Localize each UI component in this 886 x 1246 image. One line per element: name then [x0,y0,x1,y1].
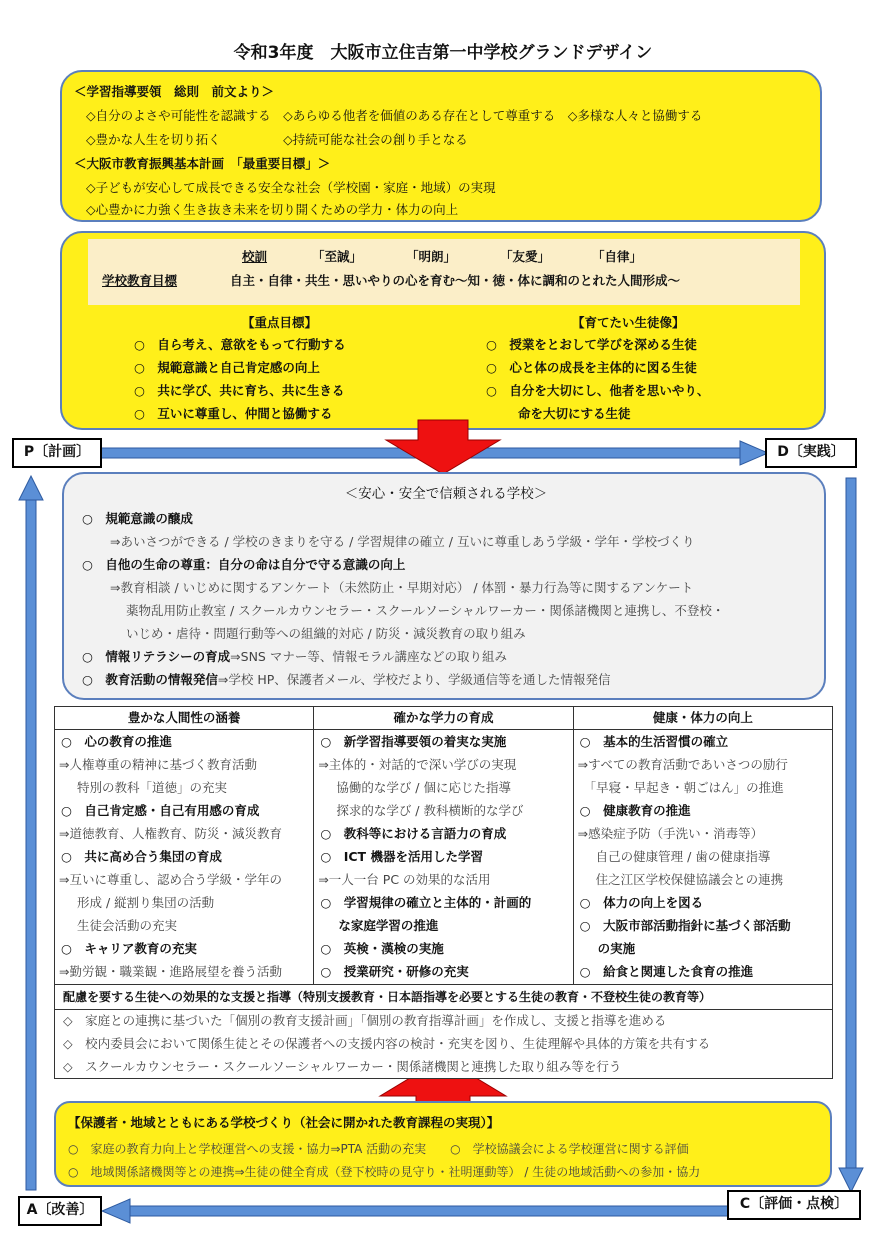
column-item: ○ キャリア教育の充実 [61,941,197,956]
column-item: ⇒互いに尊重し、認め合う学級・学年の [59,872,282,887]
community-item: ○ 家庭の教育力向上と学校運営への支援・協力⇒PTA 活動の充実 ○ 学校協議会による学校運営に関する評価 [68,1142,689,1156]
column-header: 豊かな人間性の涵養 [55,707,314,730]
column-item: ⇒道徳教育、人権教育、防災・減災教育 [59,826,282,841]
page-title: 令和3年度 大阪市立住吉第一中学校グランドデザイン [233,43,653,63]
column-item: ○ 共に高め合う集団の育成 [61,849,222,864]
arrow-d-to-c [839,478,863,1192]
safe-item-detail: 薬物乱用防止教室 / スクールカウンセラー・スクールソーシャルワーカー・関係諸機関と連携し、不登校・ [126,603,725,618]
community-title: 【保護者・地域とともにある学校づくり（社会に開かれた教育課程の実現）】 [68,1115,500,1130]
safe-item-detail: ⇒あいさつができる / 学校のきまりを守る / 学習規律の確立 / 互いに尊重しあう学級・学年・学校づくり [110,534,695,549]
column-item: ○ 大阪市部活動指針に基づく部活動 [579,918,791,933]
safe-item-heading: ○ 教育活動の情報発信 [82,672,218,687]
pdca-d-label: D〔実践〕 [765,438,857,468]
column-item: ○ 体力の向上を図る [579,895,704,910]
column-item: ○ 基本的生活習慣の確立 [579,734,729,749]
pdca-c-label: C〔評価・点検〕 [727,1190,861,1220]
safe-school-box [62,472,826,700]
focus-item: ○ 規範意識と自己肯定感の向上 [134,360,320,375]
arrow-c-to-a [102,1199,728,1223]
arrow-a-to-p [19,476,43,1190]
focus-item: ○ 自ら考え、意欲をもって行動する [134,337,346,352]
plan-heading: ＜大阪市教育振興基本計画 「最重要目標」＞ [74,156,331,171]
column-item: な家庭学習の推進 [338,918,439,933]
focus-title: 【重点目標】 [242,315,318,330]
column-item: ⇒主体的・対話的で深い学びの実現 [318,757,517,772]
safe-item-heading: ○ 規範意識の醸成 [82,511,193,526]
focus-item: ○ 互いに尊重し、仲間と協働する [134,406,333,421]
column-item: ○ 授業研究・研修の充実 [320,964,469,979]
support-item: ◇ 校内委員会において関係生徒とその保護者への支援内容の検討・充実を図り、生徒理解や具体的方策を共有する [63,1036,711,1051]
column-item: ⇒勤労観・職業観・進路展望を養う活動 [59,964,282,979]
support-item: ◇ 家庭との連携に基づいた「個別の教育支援計画」「個別の教育指導計画」を作成し、支援と指導を進める [63,1013,667,1028]
motto-item: 「友愛」 [500,249,551,264]
goal-text: 自主・自律・共生・思いやりの心を育む～知・徳・体に調和のとれた人間形成～ [230,273,681,288]
column-item: ○ 心の教育の推進 [61,734,172,749]
ideal-item: ○ 授業をとおして学びを深める生徒 [486,337,697,352]
column-item: ⇒感染症予防（手洗い・消毒等） [577,826,764,841]
column-item: ○ 学習規律の確立と主体的・計画的 [320,895,532,910]
column-item: 生徒会活動の充実 [77,918,178,933]
pdca-p-label: P〔計画〕 [12,438,102,468]
ideal-item: 命を大切にする生徒 [518,406,631,421]
column-item: ⇒一人一台 PC の効果的な活用 [318,872,491,887]
column-item: 自己の健康管理 / 歯の健康指導 [595,849,771,864]
column-health [574,730,832,1006]
safe-item-detail: ⇒SNS マナー等、情報モラル講座などの取り組み [230,649,507,664]
guideline-line: ◇自分のよさや可能性を認識する ◇あらゆる他者を価値のある存在として尊重する ◇多様な人々と協働する [86,108,703,123]
community-box [54,1101,832,1187]
special-support-box [54,984,833,1079]
column-item: 「早寝・早起き・朝ごはん」の推進 [583,780,784,795]
ideal-item: ○ 心と体の成長を主体的に図る生徒 [486,360,697,375]
column-item: 協働的な学び / 個に応じた指導 [336,780,511,795]
three-pillars-table [54,706,833,1007]
motto-item: 「至誠」 [312,249,363,264]
ideal-title: 【育てたい生徒像】 [572,315,685,330]
safe-item-detail: ⇒学校 HP、保護者メール、学校だより、学級通信等を通した情報発信 [217,672,611,687]
column-academic [314,730,572,1006]
support-divider [55,1009,832,1010]
motto-label: 校訓 [242,249,268,264]
safe-item-heading: ○ 自他の生命の尊重：自分の命は自分で守る意識の向上 [82,557,406,572]
support-title: 配慮を要する生徒への効果的な支援と指導（特別支援教育・日本語指導を必要とする生徒の教育・不登校生徒の教育等） [63,990,712,1004]
motto-item: 「明朗」 [406,249,457,264]
column-item: ○ 新学習指導要領の着実な実施 [320,734,507,749]
safe-item-detail: ⇒教育相談 / いじめに関するアンケート（未然防止・早期対応） / 体罰・暴力行為等に関するアンケート [110,580,694,595]
goal-label: 学校教育目標 [102,273,178,288]
guideline-line: ◇豊かな人生を切り拓く ◇持続可能な社会の創り手となる [86,132,468,147]
safe-item-detail: いじめ・虐待・問題行動等への組織的対応 / 防災・減災教育の取り組み [126,626,526,641]
motto-item: 「自律」 [592,249,643,264]
column-item: ○ 自己肯定感・自己有用感の育成 [61,803,260,818]
column-item: ○ 教科等における言語力の育成 [320,826,507,841]
column-humanity [55,730,313,1006]
column-item: ○ 給食と関連した食育の推進 [579,964,754,979]
plan-line: ◇子どもが安心して成長できる安全な社会（学校園・家庭・地域）の実現 [86,180,496,195]
support-item: ◇ スクールカウンセラー・スクールソーシャルワーカー・関係諸機関と連携した取り組み等を行う [63,1059,622,1074]
column-item: ⇒すべての教育活動であいさつの励行 [577,757,788,772]
column-item: ○ ICT 機器を活用した学習 [320,849,483,864]
column-item: 特別の教科「道徳」の充実 [77,780,228,795]
column-item: 探求的な学び / 教科横断的な学び [336,803,524,818]
column-item: の実施 [597,941,636,956]
column-item: ⇒人権尊重の精神に基づく教育活動 [59,757,257,772]
red-down-arrow [386,420,500,474]
safe-item-heading: ○ 情報リテラシーの育成 [82,649,231,664]
community-item: ○ 地域関係諸機関等との連携⇒生徒の健全育成（登下校時の見守り・社明運動等） / 生徒の地域活動への参加・協力 [68,1165,701,1179]
plan-line: ◇心豊かに力強く生き抜き未来を切り開くための学力・体力の向上 [86,202,459,217]
focus-item: ○ 共に学び、共に育ち、共に生きる [134,383,345,398]
column-item: 住之江区学校保健協議会との連携 [595,872,784,887]
column-item: ○ 英検・漢検の実施 [320,941,444,956]
pdca-a-label: A〔改善〕 [18,1196,102,1226]
column-header: 健康・体力の向上 [573,707,832,730]
column-item: ○ 健康教育の推進 [579,803,691,818]
column-item: 形成 / 縦割り集団の活動 [77,895,215,910]
guideline-heading: ＜学習指導要領 総則 前文より＞ [74,84,275,99]
column-header: 確かな学力の育成 [314,707,573,730]
safe-school-title: ＜安心・安全で信頼される学校＞ [344,486,548,502]
ideal-item: ○ 自分を大切にし、他者を思いやり、 [486,383,710,398]
